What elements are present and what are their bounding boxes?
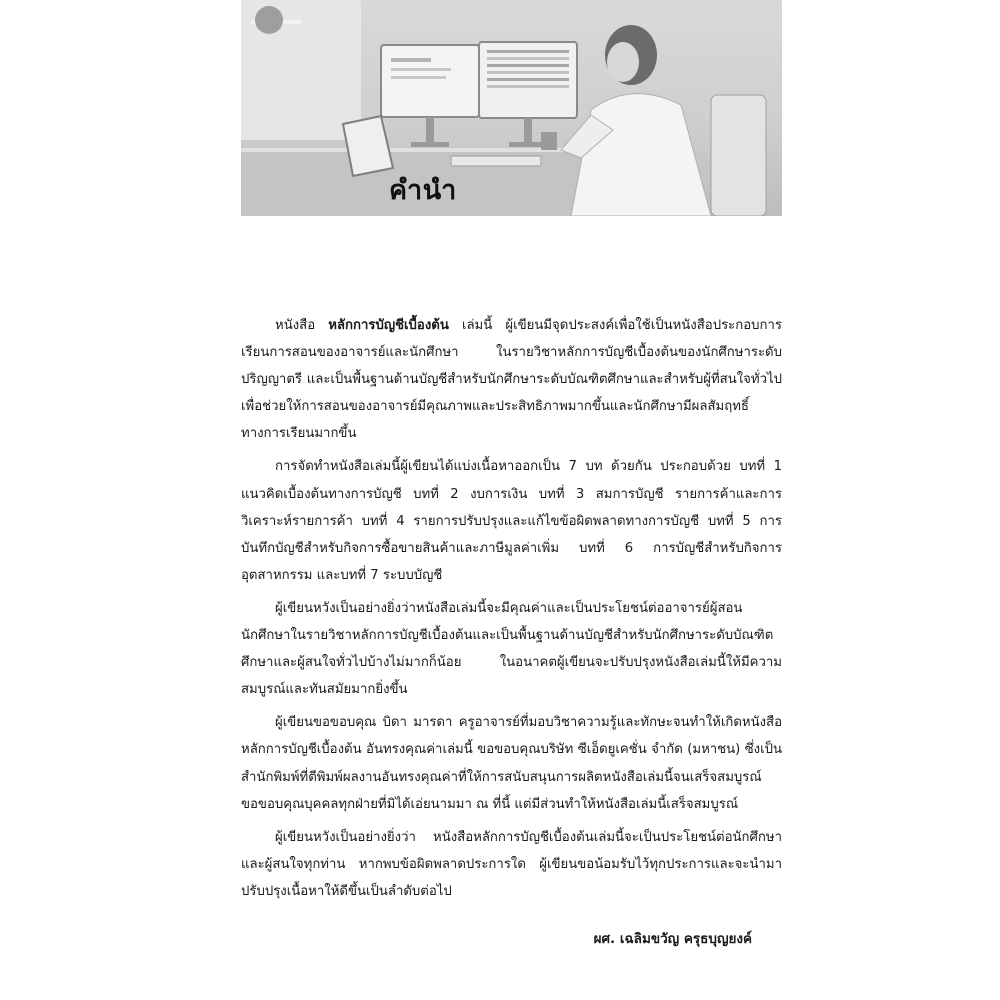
page-title: คำนำ (389, 175, 457, 206)
paragraph-4-text: ผู้เขียนขอขอบคุณ บิดา มารดา ครูอาจารย์ที่มอบวิชาความรู้และทักษะจนทำให้เกิดหนังสือหลักการบัญชีเบื้องต้น อันทรงคุณค่าเล่มนี้ ขอขอบคุณบริษัท ซีเอ็ดยูเคชั่น จำกัด (มหาชน) ซึ่งเป็นสำนักพิมพ์ที่ตีพิมพ์ผลงานอันทรงคุณค่าที่ให้การสนับสนุนการผลิตหนังสือเล่มนี้จนเสร็จสมบูรณ์ ขอขอบคุณบุคคลทุกฝ่ายที่มิได้เอ่ยนามมา ณ ที่นี้ แต่มีส่วนทำให้หนังสือเล่มนี้เสร็จสมบูรณ์ (241, 715, 782, 812)
author-signature: ผศ. เฉลิมขวัญ ครุธบุญยงค์ (593, 931, 752, 947)
paragraph-5 (241, 824, 782, 905)
paragraph-1-lead: หนังสือ (275, 318, 329, 333)
paragraph-1 (241, 312, 782, 447)
office-scene-illustration (241, 0, 782, 216)
paragraph-3 (241, 595, 782, 703)
paragraph-2 (241, 453, 782, 588)
paragraph-4 (241, 709, 782, 817)
paragraph-1-text: เล่มนี้ ผู้เขียนมีจุดประสงค์เพื่อใช้เป็นหนังสือประกอบการเรียนการสอนของอาจารย์และนักศึกษา ในรายวิชาหลักการบัญชีเบื้องต้นของนักศึกษาระดับปริญญาตรี และเป็นพื้นฐานด้านบัญชีสำหรับนักศึกษาระดับบัณฑิตศึกษาและสำหรับผู้ที่สนใจทั่วไป เพื่อช่วยให้การสอนของอาจารย์มีคุณภาพและประสิทธิภาพมากขึ้นและนักศึกษามีผลสัมฤทธิ์ทางการเรียนมากขึ้น (241, 318, 782, 442)
paragraph-3-text: ผู้เขียนหวังเป็นอย่างยิ่งว่าหนังสือเล่มนี้จะมีคุณค่าและเป็นประโยชน์ต่ออาจารย์ผู้สอนนักศึกษาในรายวิชาหลักการบัญชีเบื้องต้นและเป็นพื้นฐานด้านบัญชีสำหรับนักศึกษาระดับบัณฑิตศึกษาและผู้สนใจทั่วไปบ้างไม่มากก็น้อย ในอนาคตผู้เขียนจะปรับปรุงหนังสือเล่มนี้ให้มีความสมบูรณ์และทันสมัยมากยิ่งขึ้น (241, 600, 782, 698)
book-title-emphasis: หลักการบัญชีเบื้องต้น (328, 318, 449, 333)
paragraph-2-text: การจัดทำหนังสือเล่มนี้ผู้เขียนได้แบ่งเนื้อหาออกเป็น 7 บท ด้วยกัน ประกอบด้วย บทที่ 1 แนวคิดเบื้องต้นทางการบัญชี บทที่ 2 งบการเงิน บทที่ 3 สมการบัญชี รายการค้าและการวิเคราะห์รายการค้า บทที่ 4 รายการปรับปรุงและแก้ไขข้อผิดพลาดทางการบัญชี บทที่ 5 การบันทึกบัญชีสำหรับกิจการซื้อขายสินค้าและภาษีมูลค่าเพิ่ม บทที่ 6 การบัญชีสำหรับกิจการอุตสาหกรรม และบทที่ 7 ระบบบัญชี (241, 459, 782, 583)
preface-body (241, 312, 782, 911)
header-photo-banner (241, 0, 782, 216)
paragraph-5-text: ผู้เขียนหวังเป็นอย่างยิ่งว่า หนังสือหลักการบัญชีเบื้องต้นเล่มนี้จะเป็นประโยชน์ต่อนักศึกษาและผู้สนใจทุกท่าน หากพบข้อผิดพลาดประการใด ผู้เขียนขอน้อมรับไว้ทุกประการและจะนำมาปรับปรุงเนื้อหาให้ดีขึ้นเป็นลำดับต่อไป (241, 829, 782, 899)
